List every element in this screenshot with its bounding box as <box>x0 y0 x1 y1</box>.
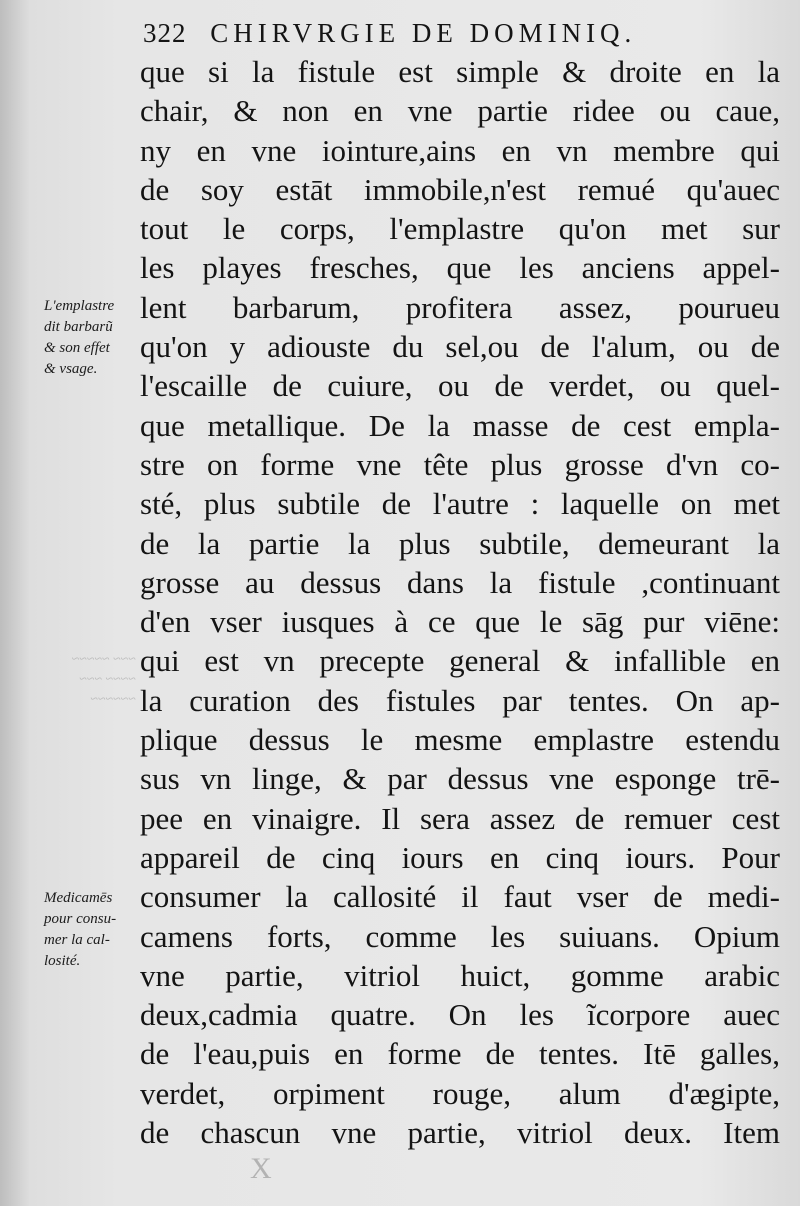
margin-note-line: mer la cal- <box>44 932 110 948</box>
text-line: d'en vser iusques à ce que le sāg pur viēne: <box>140 604 780 640</box>
text-line: l'escaille de cuiure, ou de verdet, ou quel- <box>140 368 780 404</box>
text-line: vne partie, vitriol huict, gomme arabic <box>140 957 780 993</box>
text-line: tout le corps, l'emplastre qu'on met sur <box>140 211 780 247</box>
text-line: deux,cadmia quatre. On les ĩcorpore auec <box>140 997 780 1033</box>
text-line: de chascun vne partie, vitriol deux. Item <box>140 1115 780 1151</box>
margin-note-medicamens <box>44 888 144 972</box>
bleed-through-text: ~~~ ~~~~~ ~~~~ ~~~ ~~~~~~ <box>71 652 136 707</box>
text-line: appareil de cinq iours en cinq iours. Pour <box>140 839 780 875</box>
text-line: stre on forme vne tête plus grosse d'vn co- <box>140 446 780 482</box>
body-text <box>140 52 780 1152</box>
margin-note-line: & vsage. <box>44 361 98 377</box>
text-line: que metallique. De la masse de cest empla- <box>140 407 780 443</box>
margin-note-line: & son effet <box>44 340 110 356</box>
text-line: lent barbarum, profitera assez, pourueu <box>140 289 780 325</box>
margin-note-line: Medicamēs <box>44 890 113 906</box>
margin-note-line: losité. <box>44 953 81 969</box>
margin-note-line: pour consu- <box>44 911 117 927</box>
text-line: grosse au dessus dans la fistule ,continuant <box>140 564 780 600</box>
page-header <box>143 18 636 49</box>
text-line: ny en vne iointure,ains en vn membre qui <box>140 132 780 168</box>
running-title: CHIRVRGIE DE DOMINIQ. <box>210 18 637 48</box>
signature-mark: X <box>250 1152 272 1185</box>
text-line: pee en vinaigre. Il sera assez de remuer cest <box>140 800 780 836</box>
text-line: la curation des fistules par tentes. On ap- <box>140 682 780 718</box>
text-line: les playes fresches, que les anciens appel- <box>140 250 780 286</box>
margin-note-emplastre <box>44 296 144 380</box>
page-number: 322 <box>143 18 187 48</box>
text-line: plique dessus le mesme emplastre estendu <box>140 722 780 758</box>
text-line: de la partie la plus subtile, demeurant la <box>140 525 780 561</box>
text-line: camens forts, comme les suiuans. Opium <box>140 918 780 954</box>
text-line: sté, plus subtile de l'autre : laquelle on met <box>140 486 780 522</box>
margin-note-line: dit barbarũ <box>44 319 113 335</box>
text-line: que si la fistule est simple & droite en la <box>140 54 780 89</box>
margin-note-line: L'emplastre <box>44 298 115 314</box>
text-line: verdet, orpiment rouge, alum d'ægipte, <box>140 1075 780 1111</box>
text-line: de l'eau,puis en forme de tentes. Itē galles, <box>140 1036 780 1072</box>
text-line: de soy estāt immobile,n'est remué qu'auec <box>140 171 780 207</box>
text-line: consumer la callosité il faut vser de medi- <box>140 879 780 915</box>
text-line: qu'on y adiouste du sel,ou de l'alum, ou de <box>140 329 780 365</box>
text-line: qui est vn precepte general & infallible en <box>140 643 780 679</box>
text-line: chair, & non en vne partie ridee ou caue, <box>140 93 780 129</box>
text-line: sus vn linge, & par dessus vne esponge trē- <box>140 761 780 797</box>
